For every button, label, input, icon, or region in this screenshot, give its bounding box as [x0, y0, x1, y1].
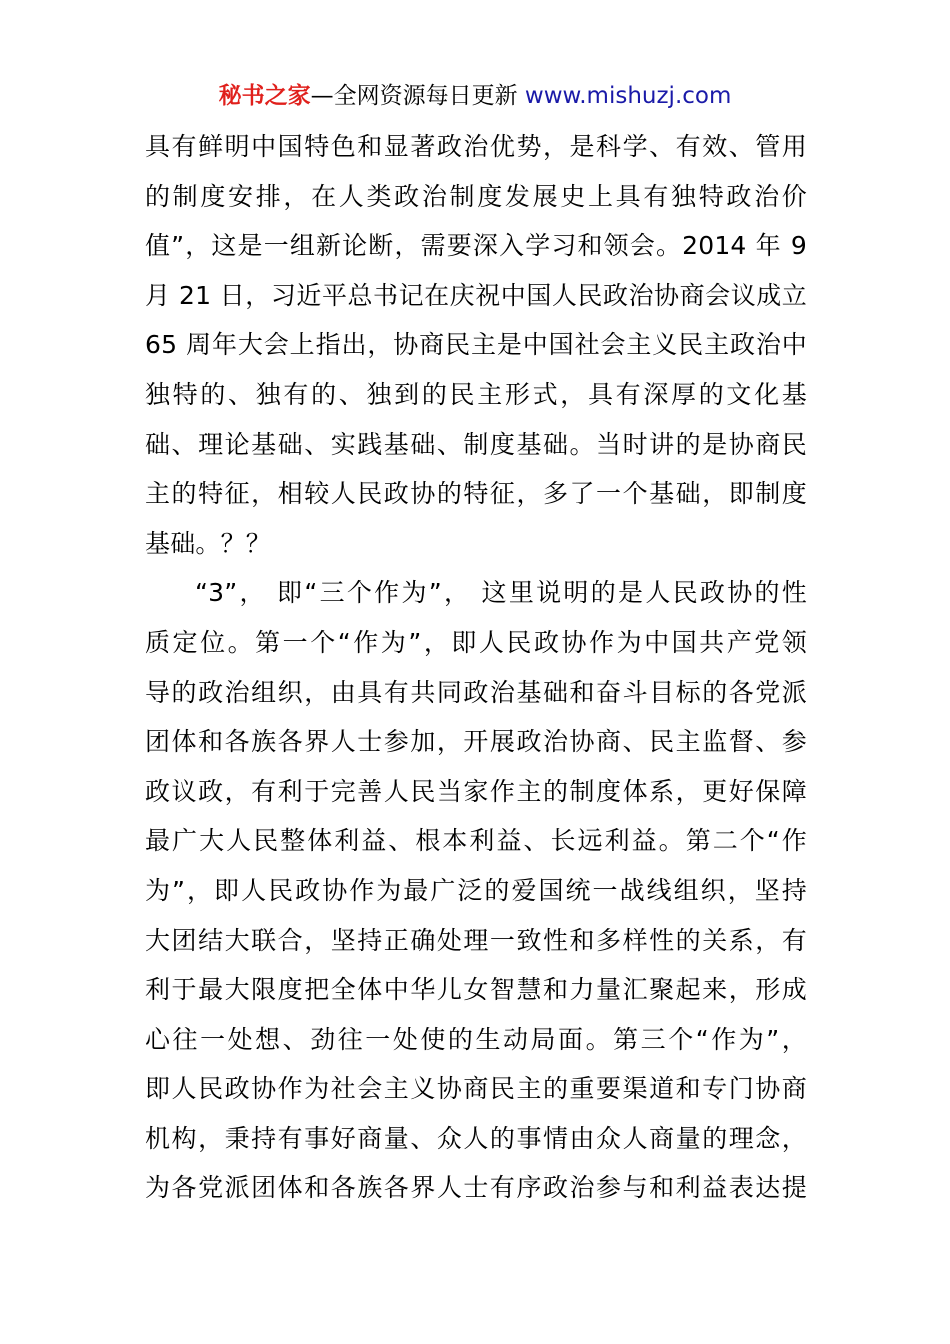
brand-name: 秘书之家 — [218, 83, 311, 109]
text-line: 团体和各族各界人士参加，开展政治协商、民主监督、参 — [145, 727, 807, 757]
header-tagline: —全网资源每日更新 — [310, 83, 525, 109]
text-line: 导的政治组织，由具有共同政治基础和奋斗目标的各党派 — [145, 677, 807, 707]
text-line: 独特的、独有的、独到的民主形式，具有深厚的文化基 — [145, 379, 807, 409]
text-line: 为各党派团体和各族各界人士有序政治参与和利益表达提 — [145, 1173, 807, 1203]
text-line: 具有鲜明中国特色和显著政治优势，是科学、有效、管用 — [145, 132, 807, 161]
text-line: 基础。？？ — [145, 528, 272, 558]
text-line: 主的特征，相较人民政协的特征，多了一个基础，即制度 — [145, 479, 807, 509]
paragraph-1 — [145, 122, 807, 568]
text-line: 65 周年大会上指出，协商民主是中国社会主义民主政治中 — [145, 330, 807, 360]
text-line: “3”， 即“三个作为”， 这里说明的是人民政协的性 — [195, 578, 807, 608]
header-url[interactable]: www.mishuzj.com — [524, 83, 732, 109]
text-line: 最广大人民整体利益、根本利益、长远利益。第二个“作 — [145, 826, 807, 856]
text-line: 心往一处想、劲往一处使的生动局面。第三个“作为”， — [145, 1024, 807, 1054]
document-body — [145, 122, 807, 1213]
text-line: 大团结大联合，坚持正确处理一致性和多样性的关系，有 — [145, 925, 807, 955]
text-line: 值”，这是一组新论断，需要深入学习和领会。2014 年 9 — [145, 231, 807, 261]
text-line: 即人民政协作为社会主义协商民主的重要渠道和专门协商 — [145, 1074, 807, 1104]
text-line: 政议政，有利于完善人民当家作主的制度体系，更好保障 — [145, 776, 807, 806]
text-line: 机构，秉持有事好商量、众人的事情由众人商量的理念， — [145, 1123, 807, 1153]
text-line: 利于最大限度把全体中华儿女智慧和力量汇聚起来，形成 — [145, 975, 807, 1005]
text-line: 为”，即人民政协作为最广泛的爱国统一战线组织，坚持 — [145, 875, 807, 905]
paragraph-2 — [145, 568, 807, 1213]
page-header — [0, 80, 950, 112]
text-line: 的制度安排，在人类政治制度发展史上具有独特政治价 — [145, 181, 807, 211]
text-line: 月 21 日，习近平总书记在庆祝中国人民政治协商会议成立 — [145, 280, 807, 310]
text-line: 质定位。第一个“作为”，即人民政协作为中国共产党领 — [145, 627, 807, 657]
text-line: 础、理论基础、实践基础、制度基础。当时讲的是协商民 — [145, 429, 807, 459]
